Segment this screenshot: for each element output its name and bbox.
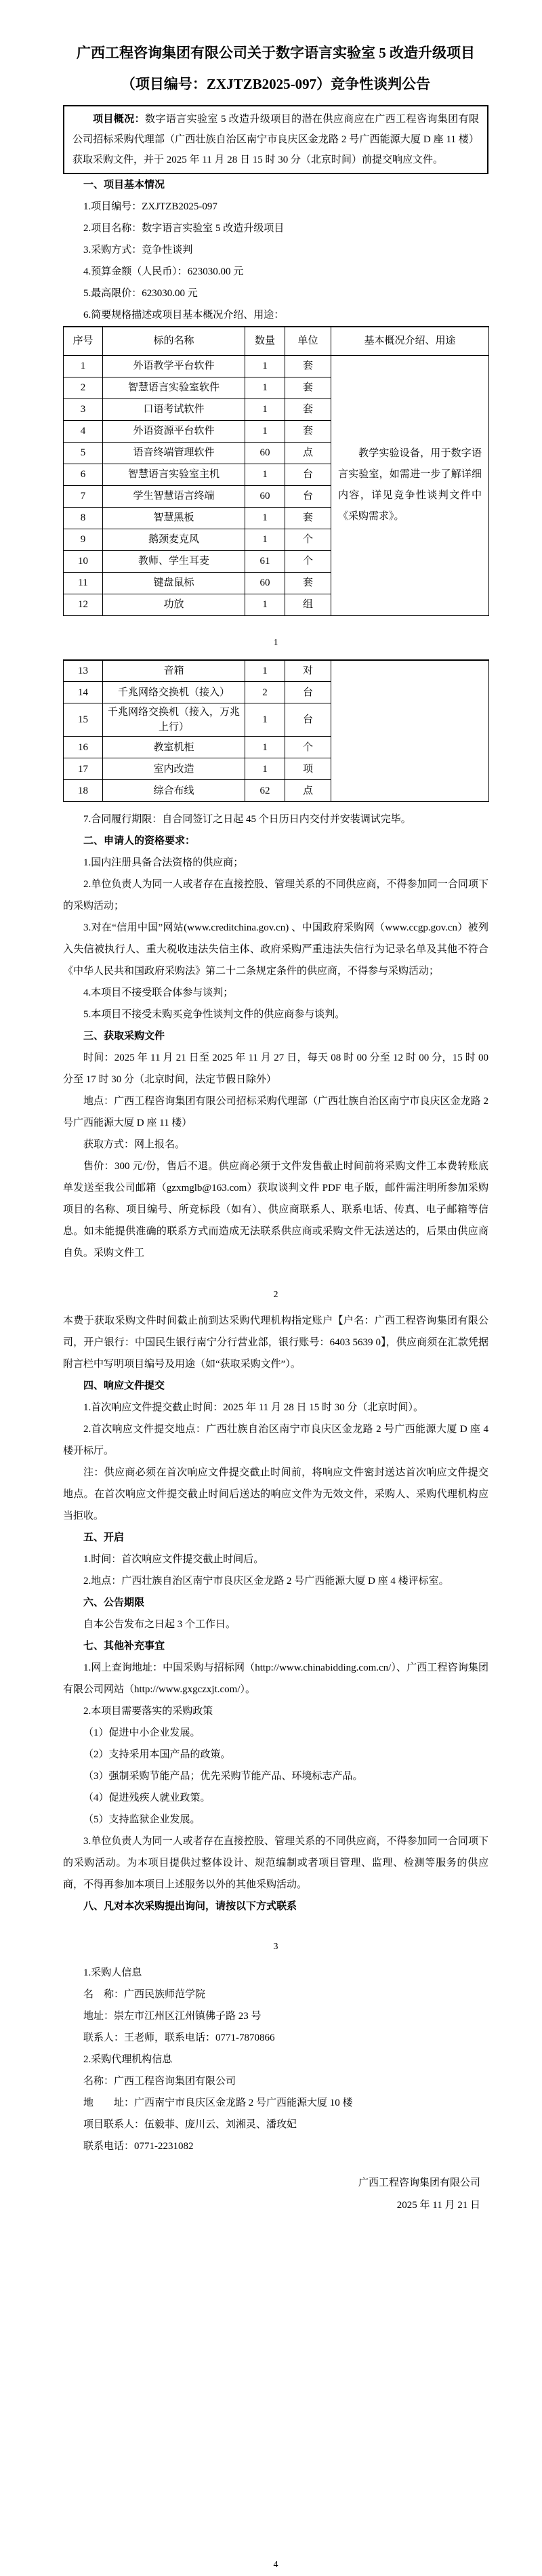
cell-no: 7 <box>64 485 103 507</box>
col-header-qty: 数量 <box>245 327 285 355</box>
section4-heading: 四、响应文件提交 <box>83 1381 165 1391</box>
cell-no: 15 <box>64 703 103 737</box>
section3-price-part2: 本费于获取采购文件时间截止前到达采购代理机构指定账户【户名：广西工程咨询集团有限公司，开户银行：中国民生银行南宁分行营业部，银行账号：6403 5639 0】，供应商须在汇款凭据附言栏中写明项目编号及用途（如“获取采购文件”）。 <box>63 1315 488 1370</box>
cell-no: 4 <box>64 420 103 442</box>
cell-unit: 套 <box>285 377 331 398</box>
section5-item-2: 2.地点：广西壮族自治区南宁市良庆区金龙路 2 号广西能源大厦 D 座 4 楼评标室。 <box>83 1576 449 1587</box>
section3-time: 时间：2025 年 11 月 21 日至 2025 年 11 月 27 日，每天 08 时 00 分至 12 时 00 分，15 时 00 分至 17 时 30 分（北京时间，法定节假日除外） <box>63 1052 488 1085</box>
cell-unit: 点 <box>285 780 331 802</box>
cell-name: 教室机柜 <box>103 737 245 758</box>
section1-item-project-no: 1.项目编号：ZXJTZB2025-097 <box>83 201 217 212</box>
project-overview-label: 项目概况： <box>93 114 146 125</box>
doc-title-line2: （项目编号：ZXJTZB2025-097）竞争性谈判公告 <box>121 76 431 92</box>
cell-no: 12 <box>64 594 103 615</box>
cell-name: 外语资源平台软件 <box>103 420 245 442</box>
section7-policy-2: （2）支持采用本国产品的政策。 <box>83 1749 231 1760</box>
cell-qty: 60 <box>245 442 285 464</box>
page-number-4: 4 <box>273 2560 278 2570</box>
cell-name: 智慧黑板 <box>103 507 245 529</box>
col-header-unit: 单位 <box>285 327 331 355</box>
cell-name: 语音终端管理软件 <box>103 442 245 464</box>
cell-qty: 1 <box>245 355 285 377</box>
cell-name: 千兆网络交换机（接入） <box>103 682 245 703</box>
cell-no: 5 <box>64 442 103 464</box>
section1-heading: 一、项目基本情况 <box>83 180 165 190</box>
cell-description-merged: 教学实验设备，用于数字语言实验室，如需进一步了解详细内容，详见竞争性谈判文件中《采购需求》。 <box>331 355 489 615</box>
project-overview-box <box>63 105 488 174</box>
section3-price-part1: 售价：300 元/份，售后不退。供应商必须于文件发售截止时间前将采购文件工本费转账底单发送至我公司邮箱（gzxmglb@163.com）获取谈判文件 PDF 电子版，邮件需注明所参加采购项目的名称、项目编号、所竞标段（如有）、供应商联系人、联系电话、传真、电子邮箱等信息。如未能提供准确的联系方式而造成无法联系供应商或采购文件无法送达的，后果由供应商自负。采购文件工 <box>63 1161 488 1259</box>
cell-qty: 60 <box>245 572 285 594</box>
page-number-3: 3 <box>273 1942 278 1952</box>
section2-item-3: 3.对在“信用中国”网站(www.creditchina.gov.cn) 、中国政府采购网（www.ccgp.gov.cn）被列入失信被执行人、重大税收违法失信主体、政府采购严重违法失信行为记录名单及其他不符合《中华人民共和国政府采购法》第二十二条规定条件的供应商，不得参与采购活动； <box>63 922 488 977</box>
cell-no: 6 <box>64 464 103 485</box>
cell-qty: 1 <box>245 703 285 737</box>
section5-item-1: 1.时间：首次响应文件提交截止时间后。 <box>83 1554 264 1565</box>
section4-note: 注：供应商必须在首次响应文件提交截止时间前，将响应文件密封送达首次响应文件提交地点。在首次响应文件提交截止时间后送达的响应文件为无效文件，采购人、采购代理机构应当拒收。 <box>63 1467 488 1521</box>
cell-unit: 套 <box>285 572 331 594</box>
cell-name: 学生智慧语言终端 <box>103 485 245 507</box>
cell-no: 2 <box>64 377 103 398</box>
purchaser-contact: 联系人：王老师，联系电话：0771-7870866 <box>83 2032 275 2043</box>
cell-description-empty <box>331 660 489 802</box>
section3-place: 地点：广西工程咨询集团有限公司招标采购代理部（广西壮族自治区南宁市良庆区金龙路 2 号广西能源大厦 D 座 11 楼） <box>63 1096 488 1128</box>
section2-item-2: 2.单位负责人为同一人或者存在直接控股、管理关系的不同供应商，不得参加同一合同项下的采购活动； <box>63 879 488 912</box>
col-header-no: 序号 <box>64 327 103 355</box>
section6-item-1: 自本公告发布之日起 3 个工作日。 <box>83 1619 236 1630</box>
section7-item-3: 3.单位负责人为同一人或者存在直接控股、管理关系的不同供应商，不得参加同一合同项下的采购活动。为本项目提供过整体设计、规范编制或者项目管理、监理、检测等服务的供应商，不得再参加本项目上述服务以外的其他采购活动。 <box>63 1836 488 1890</box>
section3-heading: 三、获取采购文件 <box>83 1031 165 1042</box>
cell-name: 教师、学生耳麦 <box>103 550 245 572</box>
col-header-name: 标的名称 <box>103 327 245 355</box>
purchaser-address: 地址：崇左市江州区江州镇佛子路 23 号 <box>83 2011 262 2022</box>
section5-heading: 五、开启 <box>83 1532 125 1543</box>
section2-item-5: 5.本项目不接受未购买竞争性谈判文件的供应商参与谈判。 <box>83 1009 346 1020</box>
section2-heading: 二、申请人的资格要求： <box>83 836 196 846</box>
cell-qty: 1 <box>245 377 285 398</box>
project-overview-text: 数字语言实验室 5 改造升级项目的潜在供应商应在广西工程咨询集团有限公司招标采购代理部（广西壮族自治区南宁市良庆区金龙路 2 号广西能源大厦 D 座 11 楼）获取采购文件，并于 2025 年 11 月 28 日 15 时 30 分（北京时间）前提交响应文件。 <box>72 114 479 165</box>
cell-qty: 1 <box>245 464 285 485</box>
cell-name: 室内改造 <box>103 758 245 780</box>
cell-unit: 台 <box>285 464 331 485</box>
page-number-1: 1 <box>273 637 278 648</box>
cell-qty: 1 <box>245 737 285 758</box>
cell-unit: 个 <box>285 529 331 550</box>
table-row <box>64 355 489 377</box>
doc-title <box>63 37 488 100</box>
cell-no: 16 <box>64 737 103 758</box>
cell-qty: 1 <box>245 507 285 529</box>
cell-no: 17 <box>64 758 103 780</box>
cell-no: 10 <box>64 550 103 572</box>
cell-unit: 套 <box>285 398 331 420</box>
section4-item-2: 2.首次响应文件提交地点：广西壮族自治区南宁市良庆区金龙路 2 号广西能源大厦 D 座 4 楼开标厅。 <box>63 1424 488 1456</box>
section7-policy-1: （1）促进中小企业发展。 <box>83 1727 201 1738</box>
items-table-part2 <box>63 659 489 802</box>
cell-unit: 点 <box>285 442 331 464</box>
cell-qty: 1 <box>245 594 285 615</box>
section7-item-1: 1.网上查询地址：中国采购与招标网（http://www.chinabidding.com.cn/）、广西工程咨询集团有限公司网站（http://www.gxgczxjt.com/）。 <box>63 1662 488 1695</box>
cell-unit: 台 <box>285 485 331 507</box>
cell-no: 3 <box>64 398 103 420</box>
cell-name: 功放 <box>103 594 245 615</box>
page-number-2: 2 <box>273 1290 278 1300</box>
purchaser-name: 名 称：广西民族师范学院 <box>83 1989 206 2000</box>
cell-qty: 1 <box>245 529 285 550</box>
cell-unit: 套 <box>285 355 331 377</box>
items-table-header-row <box>64 327 489 355</box>
cell-name: 口语考试软件 <box>103 398 245 420</box>
cell-no: 8 <box>64 507 103 529</box>
section8-heading: 八、凡对本次采购提出询问，请按以下方式联系 <box>83 1901 297 1912</box>
signature-date: 2025 年 11 月 21 日 <box>396 2200 480 2211</box>
project-overview-paragraph <box>72 109 479 170</box>
cell-unit: 台 <box>285 682 331 703</box>
cell-name: 综合布线 <box>103 780 245 802</box>
section1-item-spec-intro: 6.简要规格描述或项目基本概况介绍、用途： <box>83 310 285 321</box>
cell-unit: 个 <box>285 737 331 758</box>
cell-name: 键盘鼠标 <box>103 572 245 594</box>
section2-item-1: 1.国内注册具备合法资格的供应商； <box>83 857 244 868</box>
agency-name: 名称：广西工程咨询集团有限公司 <box>83 2076 236 2087</box>
cell-name: 鹅颈麦克风 <box>103 529 245 550</box>
cell-unit: 项 <box>285 758 331 780</box>
section7-heading: 七、其他补充事宜 <box>83 1641 165 1652</box>
table-row <box>64 660 489 682</box>
section3-method: 获取方式：网上报名。 <box>83 1139 186 1150</box>
cell-name: 智慧语言实验室软件 <box>103 377 245 398</box>
cell-qty: 1 <box>245 398 285 420</box>
section7-policy-4: （4）促进残疾人就业政策。 <box>83 1793 211 1803</box>
cell-no: 18 <box>64 780 103 802</box>
agency-address: 地 址：广西南宁市良庆区金龙路 2 号广西能源大厦 10 楼 <box>83 2098 353 2108</box>
cell-qty: 60 <box>245 485 285 507</box>
section1-item-budget: 4.预算金额（人民币）：623030.00 元 <box>83 266 244 277</box>
cell-unit: 套 <box>285 507 331 529</box>
cell-qty: 2 <box>245 682 285 703</box>
cell-name: 外语教学平台软件 <box>103 355 245 377</box>
cell-name: 智慧语言实验室主机 <box>103 464 245 485</box>
cell-no: 14 <box>64 682 103 703</box>
cell-unit: 对 <box>285 660 331 682</box>
cell-name: 音箱 <box>103 660 245 682</box>
section1-item-price-ceiling: 5.最高限价：623030.00 元 <box>83 288 198 299</box>
section2-item-4: 4.本项目不接受联合体参与谈判； <box>83 987 234 998</box>
agency-phone: 联系电话：0771-2231082 <box>83 2141 194 2152</box>
signature-block <box>63 2172 488 2217</box>
section4-item-1: 1.首次响应文件提交截止时间：2025 年 11 月 28 日 15 时 30 分（北京时间）。 <box>83 1402 423 1413</box>
cell-qty: 61 <box>245 550 285 572</box>
cell-no: 1 <box>64 355 103 377</box>
cell-qty: 1 <box>245 420 285 442</box>
cell-no: 13 <box>64 660 103 682</box>
doc-title-line1: 广西工程咨询集团有限公司关于数字语言实验室 5 改造升级项目 <box>77 45 475 61</box>
section1-item-method: 3.采购方式：竞争性谈判 <box>83 245 193 255</box>
col-header-desc: 基本概况介绍、用途 <box>331 327 489 355</box>
items-table-part1 <box>63 326 489 616</box>
cell-qty: 1 <box>245 758 285 780</box>
section7-policy-3: （3）强制采购节能产品；优先采购节能产品、环境标志产品。 <box>83 1771 363 1782</box>
cell-unit: 个 <box>285 550 331 572</box>
cell-unit: 组 <box>285 594 331 615</box>
cell-unit: 套 <box>285 420 331 442</box>
signature-company: 广西工程咨询集团有限公司 <box>358 2178 480 2188</box>
agency-project-contacts: 项目联系人：伍毅菲、庞川云、刘湘灵、潘玫妃 <box>83 2119 297 2130</box>
purchaser-info-label: 1.采购人信息 <box>83 1967 142 1978</box>
section6-heading: 六、公告期限 <box>83 1597 145 1608</box>
section1-item-project-name: 2.项目名称：数字语言实验室 5 改造升级项目 <box>83 223 285 234</box>
cell-qty: 62 <box>245 780 285 802</box>
section7-policy-5: （5）支持监狱企业发展。 <box>83 1814 201 1825</box>
section7-item-2: 2.本项目需要落实的采购政策 <box>83 1706 213 1717</box>
agency-info-label: 2.采购代理机构信息 <box>83 2054 173 2065</box>
cell-no: 11 <box>64 572 103 594</box>
cell-qty: 1 <box>245 660 285 682</box>
contract-term: 7.合同履行期限：自合同签订之日起 45 个日历日内交付并安装调试完毕。 <box>83 814 411 825</box>
cell-name: 千兆网络交换机（接入，万兆上行） <box>103 703 245 737</box>
cell-no: 9 <box>64 529 103 550</box>
cell-unit: 台 <box>285 703 331 737</box>
